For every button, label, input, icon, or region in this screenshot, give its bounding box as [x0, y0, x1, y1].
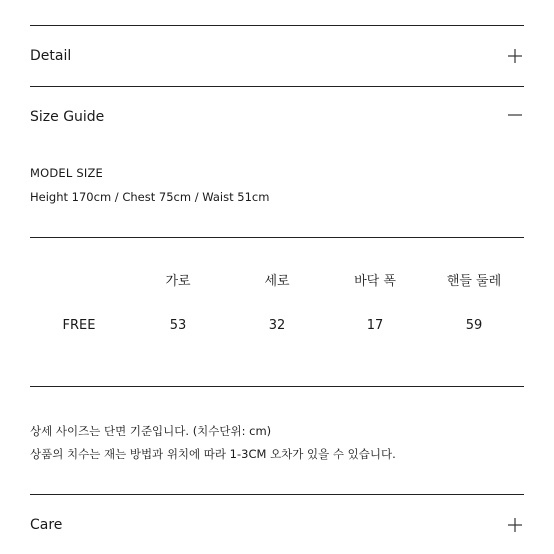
- minus-icon[interactable]: [508, 110, 522, 124]
- size-table: [30, 270, 524, 338]
- divider-top: [30, 25, 524, 26]
- size-table-header: 세로: [264, 274, 290, 289]
- size-table-cell: 59: [465, 318, 483, 333]
- size-table-header: 바닥 폭: [354, 274, 396, 289]
- size-table-cell: 32: [268, 318, 286, 333]
- size-table-header: 가로: [165, 274, 191, 289]
- size-note: 상세 사이즈는 단면 기준입니다. (치수단위: cm): [30, 424, 272, 438]
- accordion-care-header[interactable]: [30, 496, 524, 554]
- model-size-value: Height 170cm / Chest 75cm / Waist 51cm: [30, 190, 270, 204]
- model-size-label: MODEL SIZE: [30, 166, 103, 180]
- accordion-size-guide-title: Size Guide: [30, 109, 105, 125]
- plus-icon[interactable]: [508, 518, 522, 532]
- accordion-detail-title: Detail: [30, 48, 72, 64]
- table-row: [30, 318, 524, 338]
- divider-table-bottom: [30, 386, 524, 387]
- size-table-header: 핸들 둘레: [446, 274, 502, 289]
- size-table-cell: 53: [169, 318, 187, 333]
- accordion-detail-header[interactable]: [30, 27, 524, 85]
- accordion-care-title: Care: [30, 517, 63, 533]
- size-table-header-row: [30, 270, 524, 290]
- divider-care: [30, 494, 524, 495]
- accordion-size-guide-header[interactable]: [30, 88, 524, 146]
- size-table-cell: 17: [366, 318, 384, 333]
- size-table-cell: FREE: [62, 318, 96, 333]
- plus-icon[interactable]: [508, 49, 522, 63]
- divider-table-top: [30, 237, 524, 238]
- size-note: 상품의 치수는 재는 방법과 위치에 따라 1-3CM 오차가 있을 수 있습니다.: [30, 447, 396, 461]
- divider-detail: [30, 86, 524, 87]
